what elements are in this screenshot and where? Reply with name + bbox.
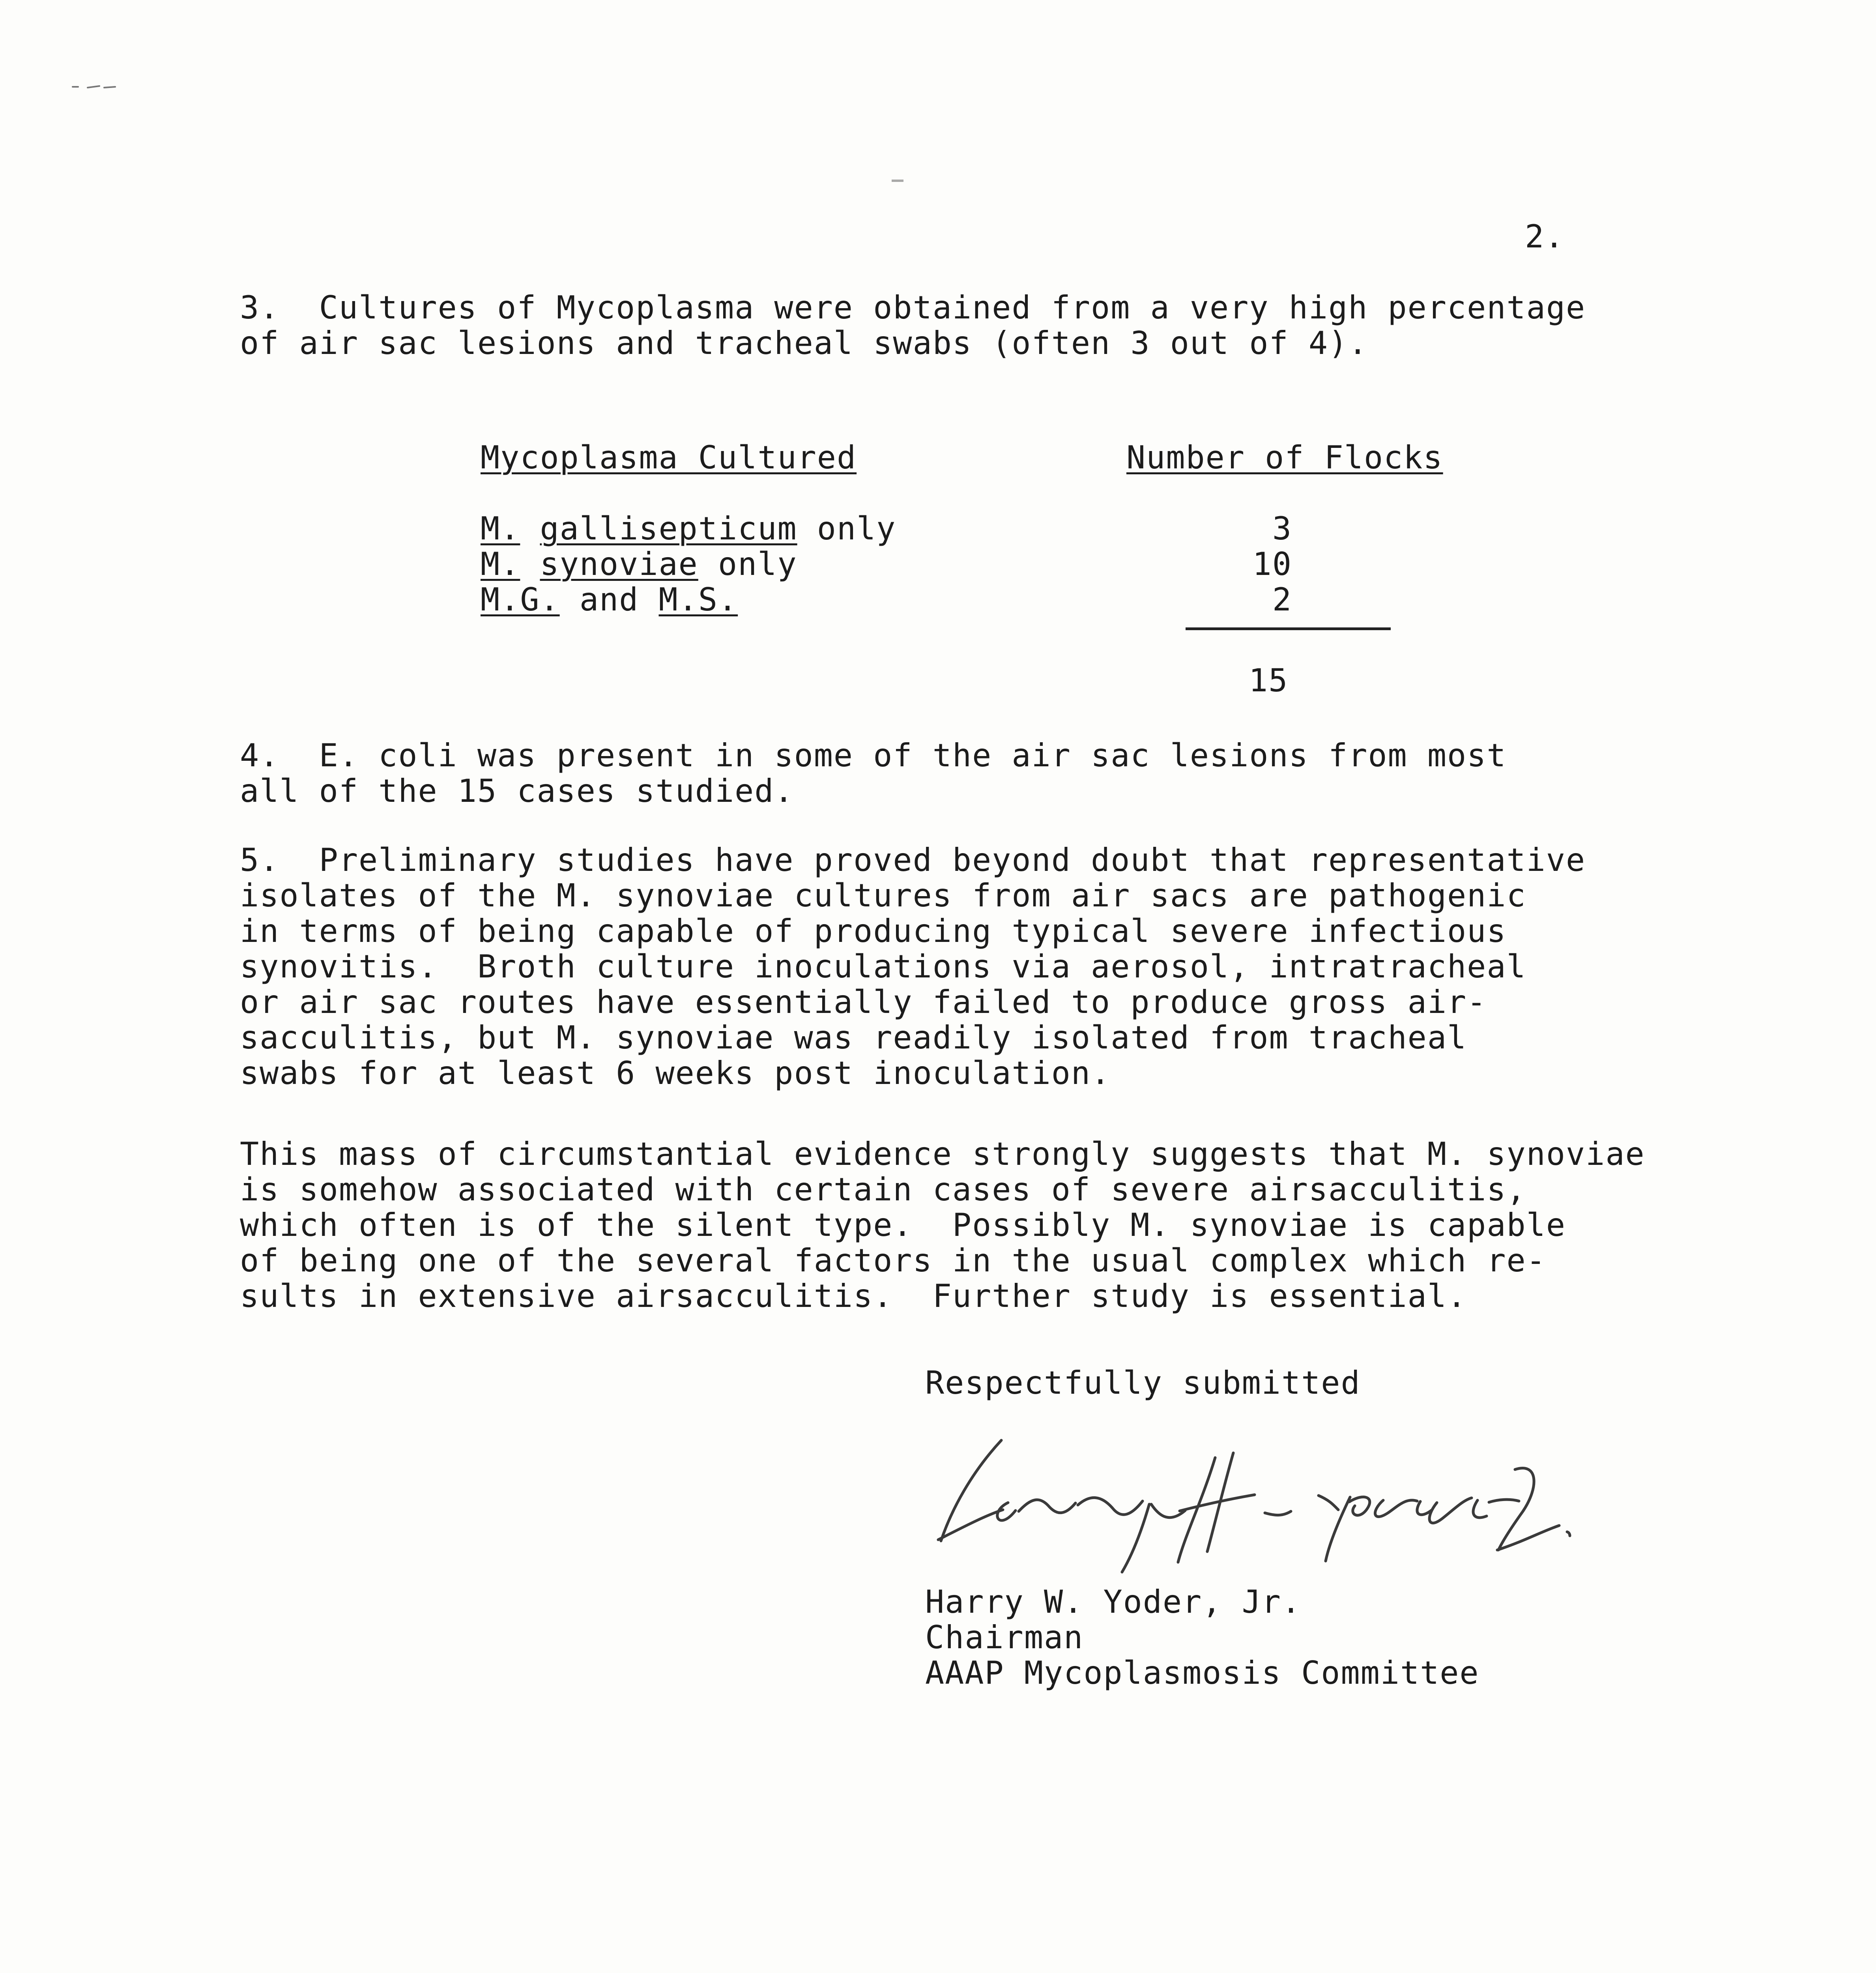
table-header-mycoplasma: Mycoplasma Cultured bbox=[481, 439, 857, 476]
table-row-label bbox=[481, 547, 797, 582]
dash-mark bbox=[892, 180, 903, 182]
table-row-label bbox=[481, 582, 738, 618]
row-label-suffix: only bbox=[797, 510, 896, 547]
table-header-flocks: Number of Flocks bbox=[1126, 439, 1443, 476]
page-number: 2. bbox=[1525, 218, 1565, 255]
table-total: 15 bbox=[1249, 662, 1289, 699]
paragraph-4: 4. E. coli was present in some of the air sac lesions from most all of the 15 cases studied. bbox=[240, 737, 1507, 809]
table-row-value: 2 bbox=[1272, 581, 1292, 618]
corner-mark bbox=[71, 83, 118, 91]
row-label-suffix: M.S. bbox=[658, 581, 738, 618]
row-label-prefix: M.G. bbox=[481, 581, 560, 618]
row-label-prefix: M. bbox=[481, 510, 520, 547]
signature-block: Harry W. Yoder, Jr. Chairman AAAP Mycoplasmosis Committee bbox=[925, 1584, 1479, 1691]
table-row-label bbox=[481, 511, 896, 547]
row-label-species: and bbox=[579, 581, 639, 618]
row-label-prefix: M. bbox=[481, 546, 520, 582]
row-label-species: gallisepticum bbox=[540, 510, 797, 547]
signature bbox=[903, 1417, 1574, 1574]
row-label-suffix: only bbox=[698, 546, 797, 582]
table-row-value: 10 bbox=[1252, 546, 1292, 582]
paragraph-6: This mass of circumstantial evidence strongly suggests that M. synoviae is somehow associated with certain cases of severe airsacculitis, which often is of the silent type. Possibly M. synoviae is capable of being one of the several factors in the usual complex which re- sults in extensive airsacculitis. Further study is essential. bbox=[240, 1136, 1645, 1314]
total-rule bbox=[1186, 627, 1391, 630]
paragraph-3: 3. Cultures of Mycoplasma were obtained from a very high percentage of air sac lesions and tracheal swabs (often 3 out of 4). bbox=[240, 289, 1586, 361]
table-row-value: 3 bbox=[1272, 510, 1292, 547]
row-label-species: synoviae bbox=[540, 546, 698, 582]
closing-line: Respectfully submitted bbox=[925, 1365, 1361, 1401]
paragraph-5: 5. Preliminary studies have proved beyond doubt that representative isolates of the M. synoviae cultures from air sacs are pathogenic in terms of being capable of producing typical severe infectious synovitis. Broth culture inoculations via aerosol, intratracheal or air sac routes have essentially failed to produce gross air- sacculitis, but M. synoviae was readily isolated from tracheal swabs for at least 6 weeks post inoculation. bbox=[240, 842, 1586, 1091]
